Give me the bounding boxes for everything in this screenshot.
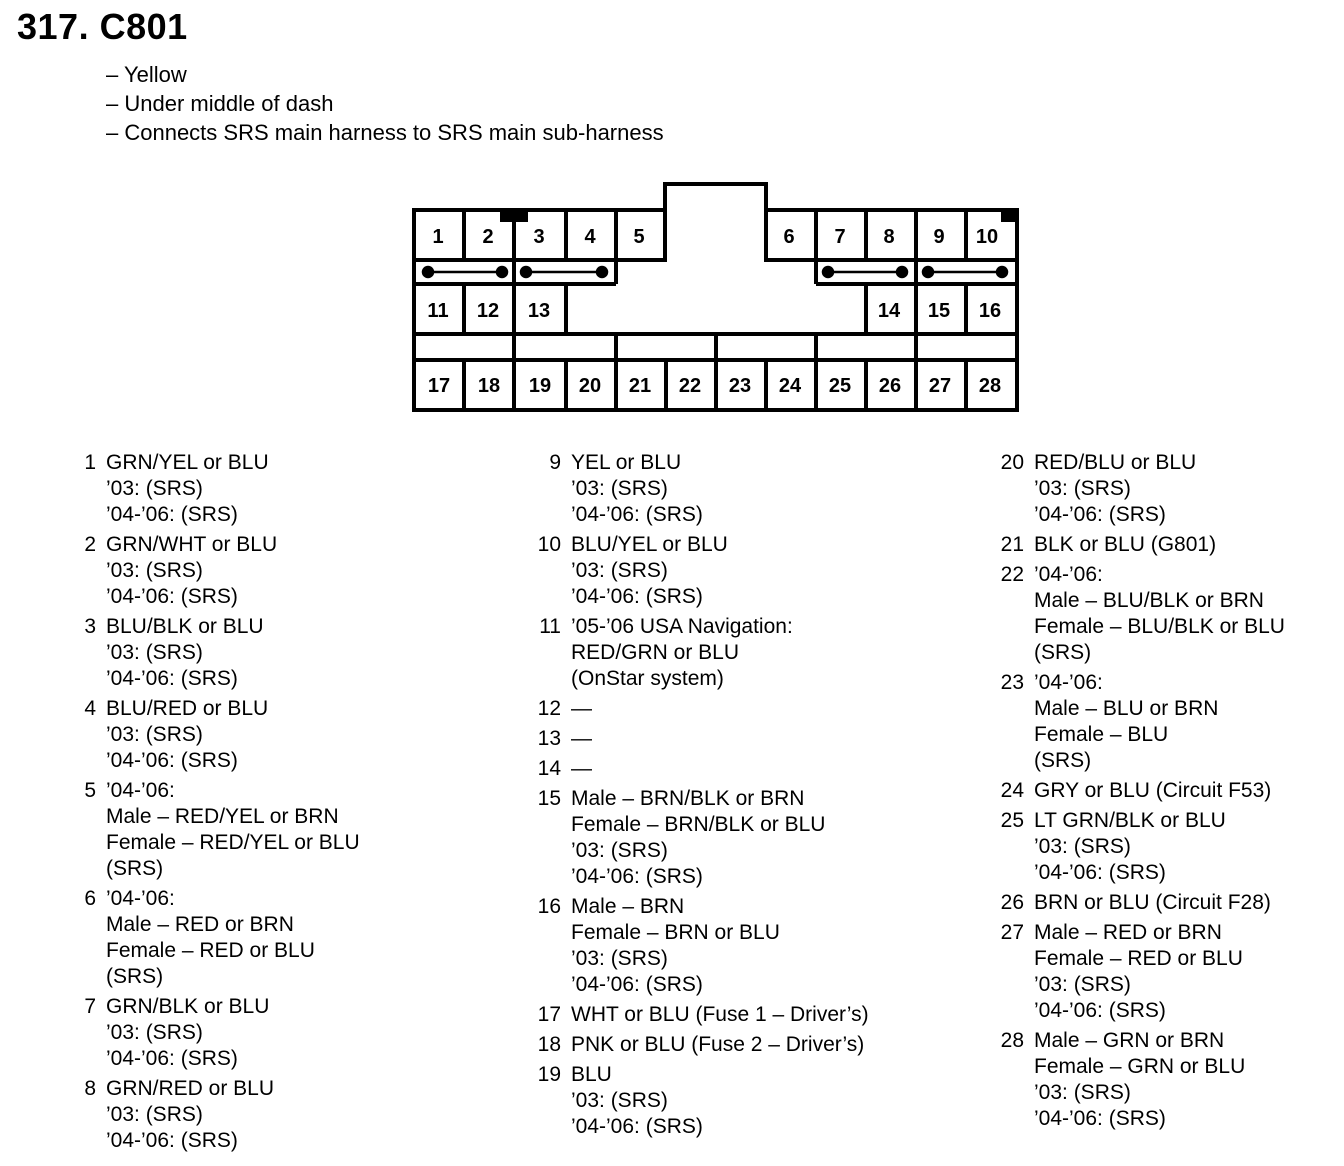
pin-entry [78, 778, 360, 882]
pin-entry [535, 756, 869, 782]
pin-number: 3 [84, 615, 96, 638]
pin-description-line: ’05-’06 USA Navigation: [571, 615, 793, 638]
pin-entry [998, 670, 1285, 774]
cavity-label: 17 [427, 375, 451, 397]
pin-entry [78, 1076, 360, 1154]
cavity-label: 13 [527, 300, 551, 322]
cavity-label: 27 [928, 375, 952, 397]
pin-description-line: Female – RED or BLU [1034, 947, 1243, 970]
cavity-label: 12 [476, 300, 500, 322]
pin-description-line: ’04-’06: (SRS) [1034, 503, 1166, 526]
pin-number: 24 [1000, 779, 1024, 802]
cavity-label: 23 [728, 375, 752, 397]
cavity-label: 8 [883, 226, 895, 248]
pin-number: 22 [1000, 563, 1024, 586]
pin-number: 2 [84, 533, 96, 556]
pin-description-line: BLU/RED or BLU [106, 697, 269, 720]
pin-number: 10 [537, 533, 561, 556]
cavity-label: 3 [533, 226, 545, 248]
pin-number: 1 [84, 451, 96, 474]
pin-description-line: Male – BRN [571, 895, 685, 918]
cavity-label: 28 [978, 375, 1002, 397]
pin-description-line: Male – RED or BRN [106, 913, 294, 936]
pin-description-line: (SRS) [1034, 749, 1092, 772]
pin-description-line: ’03: (SRS) [571, 839, 668, 862]
pin-description-line: Female – BRN/BLK or BLU [571, 813, 826, 836]
pin-description-line: ’04-’06: (SRS) [106, 585, 238, 608]
pin-entry [535, 696, 869, 722]
pin-entry [535, 894, 869, 998]
pin-entry [998, 920, 1285, 1024]
cavity-label: 1 [432, 226, 444, 248]
pin-description-line: ’03: (SRS) [1034, 477, 1131, 500]
cavity-label: 2 [482, 226, 494, 248]
pin-number: 5 [84, 779, 96, 802]
pin-description-line: ’04-’06: [1034, 671, 1103, 694]
pin-description-line: WHT or BLU (Fuse 1 – Driver’s) [571, 1003, 869, 1026]
pin-number: 11 [539, 615, 561, 638]
cavity-label: 11 [427, 300, 449, 322]
pin-description-line: ’03: (SRS) [1034, 835, 1131, 858]
pin-description-line: BLU/BLK or BLU [106, 615, 264, 638]
pin-number: 19 [537, 1063, 561, 1086]
pin-description-line: Female – GRN or BLU [1034, 1055, 1246, 1078]
pin-description-line: GRN/RED or BLU [106, 1077, 275, 1100]
pin-entry [535, 786, 869, 890]
pin-description-line: ’04-’06: (SRS) [571, 865, 703, 888]
pin-description-line: BLU/YEL or BLU [571, 533, 728, 556]
cavity-label: 14 [877, 300, 901, 322]
pin-description-line: ’03: (SRS) [106, 559, 203, 582]
pin-entry [998, 890, 1285, 916]
pin-description-line: ’04-’06: (SRS) [1034, 861, 1166, 884]
cavity-label: 10 [975, 226, 999, 248]
pin-number: 26 [1000, 891, 1024, 914]
pin-description-line: ’03: (SRS) [106, 1103, 203, 1126]
pin-number: 23 [1000, 671, 1024, 694]
pin-description-line: ’04-’06: (SRS) [571, 973, 703, 996]
pin-entry [78, 450, 360, 528]
pin-entry [535, 726, 869, 752]
cavity-label: 7 [834, 226, 846, 248]
cavity-label: 15 [927, 300, 951, 322]
pin-description-line: ’04-’06: (SRS) [571, 585, 703, 608]
pin-number: 8 [84, 1077, 96, 1100]
pin-description-line: ’03: (SRS) [106, 723, 203, 746]
connector-face-diagram [0, 0, 1344, 440]
pin-description-line: BRN or BLU (Circuit F28) [1034, 891, 1271, 914]
cavity-label: 16 [978, 300, 1002, 322]
pin-number: 15 [537, 787, 561, 810]
cavity-label: 9 [933, 226, 945, 248]
cavity-label: 20 [578, 375, 602, 397]
page-title: 317. C801 [17, 6, 188, 47]
pin-description-line: Male – BLU or BRN [1034, 697, 1219, 720]
pin-entry [78, 886, 360, 990]
pin-description-line: LT GRN/BLK or BLU [1034, 809, 1226, 832]
pin-description-line: BLK or BLU (G801) [1034, 533, 1217, 556]
pin-description-line: ’03: (SRS) [571, 947, 668, 970]
pin-description-line: — [571, 697, 592, 720]
pin-description-line: ’03: (SRS) [1034, 1081, 1131, 1104]
cavity-label: 6 [783, 226, 795, 248]
pin-number: 21 [1000, 533, 1024, 556]
pin-description-line: GRY or BLU (Circuit F53) [1034, 779, 1272, 802]
pin-entry [535, 1062, 869, 1140]
pin-description-line: Female – BLU [1034, 723, 1169, 746]
pin-description-line: (SRS) [106, 965, 164, 988]
pin-description-line: Female – RED/YEL or BLU [106, 831, 360, 854]
pin-description-line: ’04-’06: (SRS) [1034, 1107, 1166, 1130]
pin-description-line: ’03: (SRS) [1034, 973, 1131, 996]
pin-description-line: ’03: (SRS) [106, 641, 203, 664]
pin-number: 25 [1000, 809, 1024, 832]
pin-entry [535, 450, 869, 528]
note-connects: – Connects SRS main harness to SRS main sub-harness [106, 120, 664, 145]
pin-number: 7 [84, 995, 96, 1018]
pin-description-line: (SRS) [1034, 641, 1092, 664]
pin-number: 18 [537, 1033, 561, 1056]
pin-number: 13 [537, 727, 561, 750]
pin-entry [78, 532, 360, 610]
pin-entry [998, 450, 1285, 528]
pin-description-line: Female – BRN or BLU [571, 921, 780, 944]
pin-description-line: ’04-’06: (SRS) [106, 503, 238, 526]
pin-list-column-2 [535, 450, 869, 1144]
pin-number: 9 [549, 451, 561, 474]
pin-entry [78, 614, 360, 692]
pin-number: 4 [84, 697, 96, 720]
cavity-label: 18 [477, 375, 501, 397]
pin-description-line: Female – BLU/BLK or BLU [1034, 615, 1285, 638]
pin-description-line: RED/GRN or BLU [571, 641, 740, 664]
cavity-label: 4 [584, 226, 596, 248]
cavity-label: 21 [628, 375, 652, 397]
pin-entry [998, 778, 1285, 804]
pin-description-line: BLU [571, 1063, 612, 1086]
pin-description-line: Male – BLU/BLK or BRN [1034, 589, 1264, 612]
pin-description-line: ’04-’06: (SRS) [106, 1129, 238, 1152]
cavity-label: 19 [528, 375, 552, 397]
pin-description-line: Male – GRN or BRN [1034, 1029, 1225, 1052]
cavity-label: 24 [778, 375, 802, 397]
pin-number: 6 [84, 887, 96, 910]
pin-description-line: RED/BLU or BLU [1034, 451, 1197, 474]
pin-entry [998, 562, 1285, 666]
pin-number: 27 [1000, 921, 1024, 944]
pin-description-line: (SRS) [106, 857, 164, 880]
cavity-label: 5 [633, 226, 645, 248]
cavity-label: 22 [678, 375, 702, 397]
pin-description-line: (OnStar system) [571, 667, 724, 690]
pin-number: 28 [1000, 1029, 1024, 1052]
pin-description-line: ’03: (SRS) [571, 477, 668, 500]
pin-description-line: ’03: (SRS) [106, 1021, 203, 1044]
pin-description-line: ’04-’06: (SRS) [1034, 999, 1166, 1022]
pin-description-line: YEL or BLU [571, 451, 682, 474]
pin-description-line: Male – BRN/BLK or BRN [571, 787, 805, 810]
pin-description-line: ’03: (SRS) [571, 1089, 668, 1112]
pin-entry [998, 532, 1285, 558]
pin-description-line: Female – RED or BLU [106, 939, 315, 962]
pin-description-line: ’03: (SRS) [106, 477, 203, 500]
note-location: – Under middle of dash [106, 91, 334, 116]
pin-number: 16 [537, 895, 561, 918]
pin-description-line: ’04-’06: (SRS) [106, 749, 238, 772]
pin-description-line: ’04-’06: (SRS) [106, 1047, 238, 1070]
pin-description-line: ’04-’06: [1034, 563, 1103, 586]
pin-description-line: — [571, 757, 592, 780]
pin-description-line: ’04-’06: [106, 887, 175, 910]
pin-description-line: Male – RED/YEL or BRN [106, 805, 339, 828]
connector-key [1001, 210, 1017, 222]
pin-description-line: ’04-’06: [106, 779, 175, 802]
pin-entry [535, 614, 869, 692]
pin-list-column-3 [998, 450, 1285, 1136]
pin-description-line: ’03: (SRS) [571, 559, 668, 582]
pin-description-line: PNK or BLU (Fuse 2 – Driver’s) [571, 1033, 865, 1056]
pin-description-line: GRN/BLK or BLU [106, 995, 270, 1018]
pin-description-line: ’04-’06: (SRS) [571, 503, 703, 526]
pin-list-column-1 [78, 450, 360, 1158]
pin-number: 17 [537, 1003, 561, 1026]
pin-description-line: ’04-’06: (SRS) [106, 667, 238, 690]
pin-entry [78, 696, 360, 774]
connector-key [500, 210, 528, 222]
pin-description-line: GRN/YEL or BLU [106, 451, 269, 474]
pin-description-line: Male – RED or BRN [1034, 921, 1222, 944]
pin-description-line: GRN/WHT or BLU [106, 533, 278, 556]
pin-entry [78, 994, 360, 1072]
pin-description-line: ’04-’06: (SRS) [571, 1115, 703, 1138]
note-color: – Yellow [106, 62, 187, 87]
pin-entry [535, 1032, 869, 1058]
cavity-label: 25 [828, 375, 852, 397]
pin-number: 12 [537, 697, 561, 720]
pin-entry [535, 1002, 869, 1028]
pin-number: 20 [1000, 451, 1024, 474]
cavity-label: 26 [878, 375, 902, 397]
pin-entry [535, 532, 869, 610]
pin-entry [998, 1028, 1285, 1132]
pin-number: 14 [537, 757, 561, 780]
pin-entry [998, 808, 1285, 886]
pin-description-line: — [571, 727, 592, 750]
